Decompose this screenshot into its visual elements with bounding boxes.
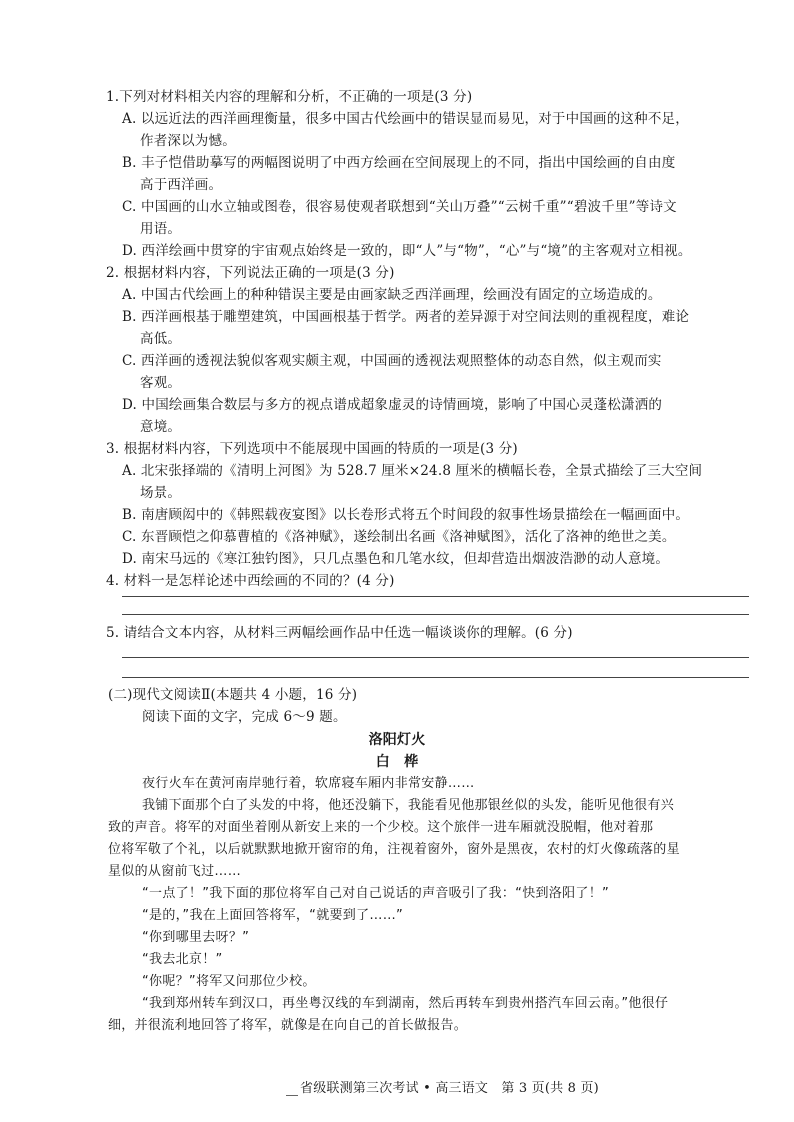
- q2-stem: 2. 根据材料内容，下列说法正确的一项是(3 分): [106, 265, 395, 281]
- q1-option-a: A. 以远近法的西洋画理衡量，很多中国古代绘画中的错误显而易见，对于中国画的这种不足，: [122, 111, 689, 127]
- q4-answer-line-2[interactable]: [122, 614, 749, 615]
- story-paragraph-7: “你呢？”将军又问那位少校。: [142, 974, 316, 989]
- section-heading: (二)现代文阅读Ⅱ(本题共 4 小题，16 分): [108, 687, 358, 703]
- story-paragraph-8-line-2: 细，并很流利地回答了将军，就像是在向自己的首长做报告。: [108, 1018, 468, 1033]
- story-paragraph-8-line-1: “我到郑州转车到汉口，再坐粤汉线的车到湖南，然后再转车到贵州搭汽车回云南。”他很仔: [142, 996, 669, 1011]
- story-paragraph-2-line-4: 星似的从窗前飞过……: [108, 864, 241, 879]
- q2-option-d: D. 中国绘画集合数层与多方的视点谱成超象虚灵的诗情画境，影响了中国心灵蓬松潇洒的: [122, 397, 663, 413]
- q1-stem: 1.下列对材料相关内容的理解和分析，不正确的一项是(3 分): [106, 89, 473, 105]
- q1-option-b-cont: 高于西洋画。: [140, 177, 223, 193]
- story-author: 白 桦: [375, 754, 419, 770]
- story-paragraph-2-line-3: 位将军敬了个礼，以后就默默地掀开窗帘的角，注视着窗外，窗外是黑夜，农村的灯火像疏落的星: [108, 842, 680, 857]
- story-paragraph-5: “你到哪里去呀？”: [142, 930, 250, 945]
- q1-option-b: B. 丰子恺借助摹写的两幅图说明了中西方绘画在空间展现上的不同，指出中国绘画的自由度: [122, 155, 676, 171]
- story-title: 洛阳灯火: [368, 732, 426, 748]
- q1-option-c: C. 中国画的山水立轴或图卷，很容易使观者联想到“关山万叠”“云树千重”“碧波千里”等诗文: [122, 199, 677, 215]
- story-paragraph-3: “一点了！”我下面的那位将军自己对自己说话的声音吸引了我：“快到洛阳了！”: [142, 886, 610, 901]
- q2-option-c: C. 西洋画的透视法貌似客观实颇主观，中国画的透视法观照整体的动态自然，似主观而实: [122, 353, 662, 369]
- q1-option-d: D. 西洋绘画中贯穿的宇宙观点始终是一致的，即“人”与“物”，“心”与“境”的主客观对立相视。: [122, 243, 692, 259]
- q4-stem: 4. 材料一是怎样论述中西绘画的不同的？(4 分): [106, 573, 395, 589]
- q3-option-b: B. 南唐顾闳中的《韩熙载夜宴图》以长卷形式将五个时间段的叙事性场景描绘在一幅画面中。: [122, 507, 690, 523]
- story-paragraph-1: 夜行火车在黄河南岸驰行着，软席寝车厢内非常安静……: [142, 776, 475, 791]
- q4-answer-line-1[interactable]: [122, 596, 749, 597]
- q5-answer-line-1[interactable]: [122, 657, 749, 658]
- q2-option-a: A. 中国古代绘画上的种种错误主要是由画家缺乏西洋画理，绘画没有固定的立场造成的。: [122, 287, 662, 303]
- q5-answer-line-2[interactable]: [122, 677, 749, 678]
- q2-option-c-cont: 客观。: [140, 375, 182, 391]
- story-paragraph-2-line-1: 我铺下面那个白了头发的中将，他还没躺下，我能看见他那银丝似的头发，能听见他很有兴: [142, 798, 675, 813]
- story-paragraph-4: “是的，”我在上面回答将军，“就要到了……”: [142, 908, 404, 923]
- q5-stem: 5. 请结合文本内容，从材料三两幅绘画作品中任选一幅谈谈你的理解。(6 分): [106, 625, 573, 641]
- page-footer: 省级联测第三次考试 • 高三语文 第 3 页(共 8 页): [300, 1081, 599, 1096]
- q2-option-b-cont: 高低。: [140, 331, 182, 347]
- story-paragraph-6: “我去北京！”: [142, 952, 223, 967]
- q3-option-a-cont: 场景。: [140, 485, 182, 501]
- q3-stem: 3. 根据材料内容，下列选项中不能展现中国画的特质的一项是(3 分): [106, 441, 518, 457]
- q1-option-c-cont: 用语。: [140, 221, 182, 237]
- story-paragraph-2-line-2: 致的声音。将军的对面坐着刚从新安上来的一个少校。这个旅伴一进车厢就没脱帽，他对着那: [108, 820, 654, 835]
- q2-option-d-cont: 意境。: [140, 419, 182, 435]
- footer-dash: [286, 1095, 298, 1096]
- q3-option-a: A. 北宋张择端的《清明上河图》为 528.7 厘米×24.8 厘米的横幅长卷，全景式描绘了三大空间: [122, 463, 703, 479]
- q3-option-c: C. 东晋顾恺之仰慕曹植的《洛神赋》，遂绘制出名画《洛神赋图》，活化了洛神的绝世之美。: [122, 529, 676, 545]
- q3-option-d: D. 南宋马远的《寒江独钓图》，只几点墨色和几笔水纹，但却营造出烟波浩渺的动人意境。: [122, 551, 670, 567]
- q2-option-b: B. 西洋画根基于雕塑建筑，中国画根基于哲学。两者的差异源于对空间法则的重视程度，难论: [122, 309, 690, 325]
- q1-option-a-cont: 作者深以为憾。: [140, 133, 236, 149]
- section-instruction: 阅读下面的文字，完成 6～9 题。: [142, 709, 347, 725]
